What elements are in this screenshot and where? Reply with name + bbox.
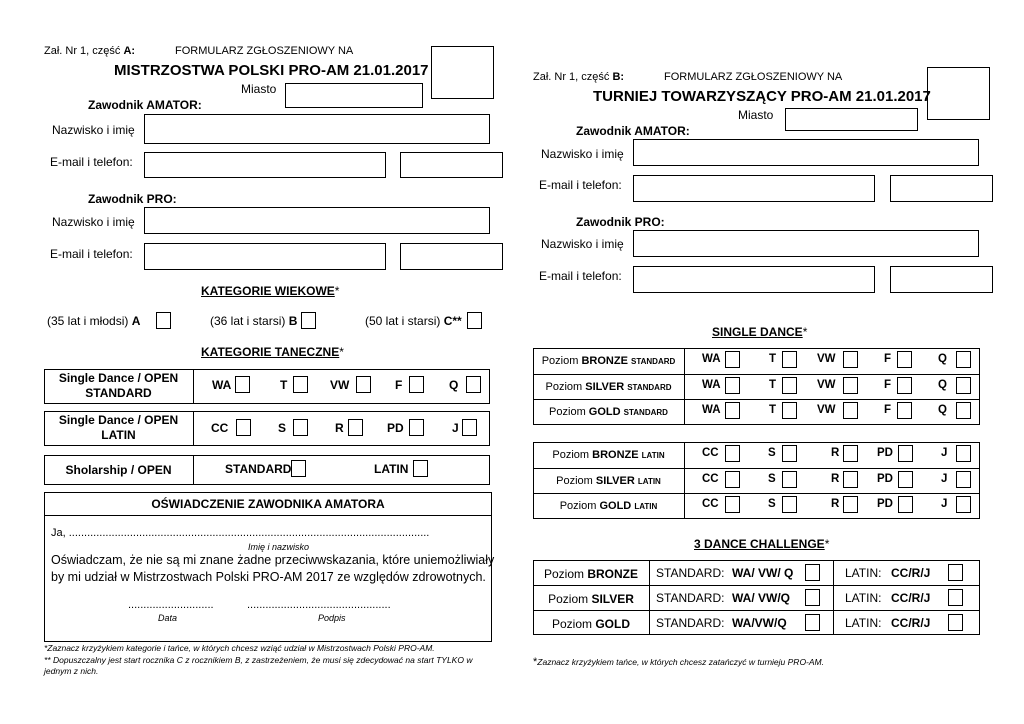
- std-dance-checkbox[interactable]: [956, 351, 971, 368]
- std-dance-label: WA: [702, 353, 721, 365]
- row-divider: [193, 411, 194, 446]
- scholarship-latin-checkbox[interactable]: [413, 460, 428, 477]
- latin-category-label: Single Dance / OPEN LATIN: [58, 413, 179, 442]
- challenge-latin-checkbox[interactable]: [948, 614, 963, 631]
- latin-dance-label: R: [831, 472, 840, 485]
- age-heading: KATEGORIE WIEKOWE*: [201, 284, 340, 298]
- std-dance-checkbox[interactable]: [782, 402, 797, 419]
- latin-cc-checkbox[interactable]: [236, 419, 251, 436]
- std-dance-checkbox[interactable]: [956, 377, 971, 394]
- row-divider: [193, 369, 194, 404]
- amateur-name-input-b[interactable]: [633, 139, 979, 166]
- column-divider: [684, 442, 685, 519]
- std-dance-label: Q: [938, 378, 947, 391]
- standard-category-label: Single Dance / OPEN STANDARD: [58, 371, 179, 400]
- column-divider: [649, 560, 650, 635]
- std-dance-label: T: [769, 378, 777, 391]
- declaration-title: OŚWIADCZENIE ZAWODNIKA AMATORA: [151, 497, 385, 511]
- latin-dance-checkbox[interactable]: [898, 496, 913, 513]
- std-dance-label: Q: [938, 353, 947, 365]
- std-q-checkbox[interactable]: [466, 376, 481, 393]
- std-dance-label: F: [884, 404, 892, 416]
- amateur-heading: Zawodnik AMATOR:: [88, 98, 202, 112]
- latin-dance-checkbox[interactable]: [956, 471, 971, 488]
- std-level-label: Poziom GOLD STANDARD: [549, 406, 668, 418]
- latin-level-label: Poziom GOLD LATIN: [559, 500, 658, 512]
- row-divider: [533, 468, 980, 469]
- std-dance-t: T: [280, 378, 288, 392]
- std-level-label: Poziom BRONZE STANDARD: [541, 355, 676, 367]
- footnote-1: *Zaznacz krzyżykiem kategorie i tańce, w których chcesz wziąć udział w Mistrzostwach Polski PRO-AM.: [44, 643, 435, 653]
- std-dance-vw: VW: [330, 378, 350, 392]
- std-level-label: Poziom SILVER STANDARD: [545, 380, 672, 393]
- challenge-latin-dances: CC/R/J: [891, 616, 931, 630]
- latin-level-label: Poziom BRONZE LATIN: [552, 449, 665, 461]
- latin-dance-label: S: [768, 472, 776, 485]
- city-input-b[interactable]: [785, 108, 918, 131]
- latin-dance-checkbox[interactable]: [898, 471, 913, 488]
- attachment-label: Zał. Nr 1, część A:: [44, 45, 136, 57]
- pro-email-input[interactable]: [144, 243, 386, 270]
- std-dance-checkbox[interactable]: [782, 377, 797, 394]
- scholarship-label: Sholarship / OPEN: [65, 463, 172, 477]
- std-dance-checkbox[interactable]: [843, 351, 858, 368]
- age-c-checkbox[interactable]: [467, 312, 482, 329]
- std-dance-label: T: [769, 404, 777, 416]
- pro-contact-label-b: E-mail i telefon:: [539, 269, 622, 283]
- declaration-name-line: Ja, ......................................................................................................................: [51, 527, 430, 539]
- std-dance-checkbox[interactable]: [897, 377, 912, 394]
- latin-dance-checkbox[interactable]: [725, 445, 740, 462]
- std-dance-checkbox[interactable]: [843, 377, 858, 394]
- latin-j-checkbox[interactable]: [462, 419, 477, 436]
- pro-contact-label: E-mail i telefon:: [50, 247, 133, 261]
- amateur-contact-label-b: E-mail i telefon:: [539, 178, 622, 192]
- std-dance-f: F: [395, 378, 403, 392]
- signature-label: Podpis: [318, 613, 346, 623]
- amateur-phone-input[interactable]: [400, 152, 503, 178]
- std-dance-label: F: [884, 353, 892, 365]
- scholarship-standard-label: STANDARD: [225, 462, 292, 476]
- amateur-name-label: Nazwisko i imię: [52, 123, 135, 137]
- challenge-level-label: Poziom BRONZE: [543, 567, 639, 581]
- latin-dance-label: S: [768, 498, 776, 510]
- std-t-checkbox[interactable]: [293, 376, 308, 393]
- challenge-standard-checkbox[interactable]: [805, 589, 820, 606]
- challenge-heading: 3 DANCE CHALLENGE*: [694, 537, 830, 551]
- stamp-box: [431, 46, 494, 99]
- form-label-b: FORMULARZ ZGŁOSZENIOWY NA: [664, 71, 843, 83]
- declaration-text-2: by mi udział w Mistrzostwach Polski PRO-AM 2017 ze względów zdrowotnych.: [51, 570, 486, 584]
- challenge-standard-label: STANDARD:: [656, 591, 725, 605]
- std-dance-label: VW: [817, 378, 836, 391]
- latin-dance-label: J: [941, 498, 948, 510]
- std-f-checkbox[interactable]: [409, 376, 424, 393]
- pro-heading-b: Zawodnik PRO:: [576, 215, 665, 229]
- age-a-label: (35 lat i młodsi) A: [47, 314, 141, 328]
- scholarship-standard-checkbox[interactable]: [291, 460, 306, 477]
- challenge-level-label: Poziom SILVER: [548, 592, 634, 606]
- challenge-standard-dances: WA/VW/Q: [732, 616, 787, 630]
- row-divider: [533, 585, 980, 586]
- pro-name-label: Nazwisko i imię: [52, 215, 135, 229]
- latin-r-checkbox[interactable]: [348, 419, 363, 436]
- std-dance-label: VW: [817, 353, 836, 365]
- pro-heading: Zawodnik PRO:: [88, 192, 177, 206]
- pro-phone-input-b[interactable]: [890, 266, 993, 293]
- row-divider: [533, 493, 980, 494]
- latin-dance-label: PD: [877, 447, 893, 459]
- city-label: Miasto: [241, 82, 277, 96]
- latin-dance-s: S: [278, 421, 287, 435]
- stamp-box-b: [927, 67, 990, 120]
- footnote-b: *Zaznacz krzyżykiem tańce, w których chcesz zatańczyć w turnieju PRO-AM.: [533, 656, 825, 668]
- latin-dance-checkbox[interactable]: [843, 496, 858, 513]
- std-dance-label: Q: [938, 404, 947, 416]
- std-dance-label: F: [884, 378, 892, 391]
- challenge-standard-label: STANDARD:: [656, 616, 725, 630]
- latin-dance-j: J: [452, 421, 459, 435]
- attachment-label-b: Zał. Nr 1, część B:: [533, 71, 625, 83]
- latin-dance-r: R: [335, 421, 344, 435]
- declaration-divider: [44, 515, 492, 516]
- latin-dance-label: PD: [877, 472, 893, 485]
- form-label: FORMULARZ ZGŁOSZENIOWY NA: [175, 45, 354, 57]
- challenge-latin-label: LATIN:: [845, 616, 882, 630]
- std-dance-checkbox[interactable]: [956, 402, 971, 419]
- row-divider: [533, 374, 980, 375]
- date-label: Data: [158, 613, 178, 623]
- declaration-name-hint: Imię i nazwisko: [248, 542, 310, 552]
- latin-dance-label: R: [831, 447, 840, 459]
- std-dance-checkbox[interactable]: [725, 377, 740, 394]
- challenge-latin-label: LATIN:: [845, 566, 882, 580]
- pro-name-input-b[interactable]: [633, 230, 979, 257]
- challenge-standard-dances: WA/ VW/Q: [732, 591, 790, 605]
- std-dance-checkbox[interactable]: [725, 402, 740, 419]
- age-b-label: (36 lat i starsi) B: [210, 314, 298, 328]
- latin-dance-checkbox[interactable]: [725, 496, 740, 513]
- challenge-standard-label: STANDARD:: [656, 566, 725, 580]
- std-dance-checkbox[interactable]: [725, 351, 740, 368]
- dance-heading: KATEGORIE TANECZNE*: [201, 345, 344, 359]
- pro-name-label-b: Nazwisko i imię: [541, 237, 624, 251]
- signature-dots: ...............................................: [247, 599, 391, 611]
- latin-dance-cc: CC: [211, 421, 229, 435]
- column-divider: [684, 348, 685, 425]
- std-dance-wa: WA: [212, 378, 232, 392]
- challenge-standard-dances: WA/ VW/ Q: [732, 566, 794, 580]
- latin-dance-checkbox[interactable]: [843, 445, 858, 462]
- row-divider: [193, 455, 194, 485]
- row-divider: [533, 399, 980, 400]
- latin-dance-label: CC: [702, 472, 719, 485]
- scholarship-latin-label: LATIN: [374, 462, 409, 476]
- city-input[interactable]: [285, 83, 423, 108]
- latin-pd-checkbox[interactable]: [409, 419, 424, 436]
- form-title-b: TURNIEJ TOWARZYSZĄCY PRO-AM 21.01.2017: [593, 88, 931, 105]
- challenge-latin-checkbox[interactable]: [948, 589, 963, 606]
- std-dance-checkbox[interactable]: [843, 402, 858, 419]
- amateur-name-label-b: Nazwisko i imię: [541, 147, 624, 161]
- age-c-label: (50 lat i starsi) C**: [365, 314, 462, 328]
- age-a-checkbox[interactable]: [156, 312, 171, 329]
- city-label-b: Miasto: [738, 108, 774, 122]
- latin-dance-checkbox[interactable]: [725, 471, 740, 488]
- std-dance-label: VW: [817, 404, 836, 416]
- challenge-standard-checkbox[interactable]: [805, 564, 820, 581]
- amateur-heading-b: Zawodnik AMATOR:: [576, 124, 690, 138]
- form-title: MISTRZOSTWA POLSKI PRO-AM 21.01.2017: [114, 62, 429, 79]
- latin-dance-label: J: [941, 447, 948, 459]
- date-dots: ............................: [128, 599, 214, 611]
- latin-dance-checkbox[interactable]: [782, 445, 797, 462]
- std-dance-checkbox[interactable]: [897, 351, 912, 368]
- latin-dance-label: PD: [877, 498, 893, 510]
- latin-dance-checkbox[interactable]: [843, 471, 858, 488]
- std-dance-checkbox[interactable]: [782, 351, 797, 368]
- footnote-3: jednym z nich.: [44, 666, 99, 676]
- std-dance-label: WA: [702, 404, 721, 416]
- std-dance-checkbox[interactable]: [897, 402, 912, 419]
- declaration-text-1: Oświadczam, że nie są mi znane żadne przeciwwskazania, które uniemożliwiały: [51, 553, 495, 567]
- latin-dance-checkbox[interactable]: [782, 471, 797, 488]
- std-wa-checkbox[interactable]: [235, 376, 250, 393]
- amateur-email-input-b[interactable]: [633, 175, 875, 202]
- age-b-checkbox[interactable]: [301, 312, 316, 329]
- column-divider: [833, 560, 834, 635]
- amateur-name-input[interactable]: [144, 114, 490, 144]
- latin-dance-checkbox[interactable]: [898, 445, 913, 462]
- std-vw-checkbox[interactable]: [356, 376, 371, 393]
- challenge-level-label: Poziom GOLD: [551, 617, 631, 631]
- std-dance-label: WA: [702, 378, 721, 391]
- latin-dance-label: CC: [702, 498, 719, 510]
- latin-dance-checkbox[interactable]: [956, 496, 971, 513]
- latin-dance-checkbox[interactable]: [782, 496, 797, 513]
- latin-dance-label: R: [831, 498, 840, 510]
- amateur-email-input[interactable]: [144, 152, 386, 178]
- challenge-standard-checkbox[interactable]: [805, 614, 820, 631]
- std-dance-q: Q: [449, 378, 459, 392]
- pro-name-input[interactable]: [144, 207, 490, 234]
- pro-email-input-b[interactable]: [633, 266, 875, 293]
- latin-level-label: Poziom SILVER LATIN: [556, 474, 661, 487]
- challenge-latin-checkbox[interactable]: [948, 564, 963, 581]
- amateur-phone-input-b[interactable]: [890, 175, 993, 202]
- latin-dance-label: S: [768, 447, 776, 459]
- latin-s-checkbox[interactable]: [293, 419, 308, 436]
- single-dance-heading: SINGLE DANCE*: [712, 325, 808, 339]
- latin-dance-pd: PD: [387, 421, 404, 435]
- amateur-contact-label: E-mail i telefon:: [50, 155, 133, 169]
- latin-dance-label: J: [941, 472, 948, 485]
- footnote-2: ** Dopuszczalny jest start rocznika C z rocznikiem B, z zastrzeżeniem, że musi się zdecydować na start TYLKO w: [44, 655, 473, 665]
- pro-phone-input[interactable]: [400, 243, 503, 270]
- row-divider: [533, 610, 980, 611]
- challenge-latin-dances: CC/R/J: [891, 566, 931, 580]
- std-dance-label: T: [769, 353, 777, 365]
- latin-dance-label: CC: [702, 447, 719, 459]
- challenge-latin-label: LATIN:: [845, 591, 882, 605]
- latin-dance-checkbox[interactable]: [956, 445, 971, 462]
- challenge-latin-dances: CC/R/J: [891, 591, 931, 605]
